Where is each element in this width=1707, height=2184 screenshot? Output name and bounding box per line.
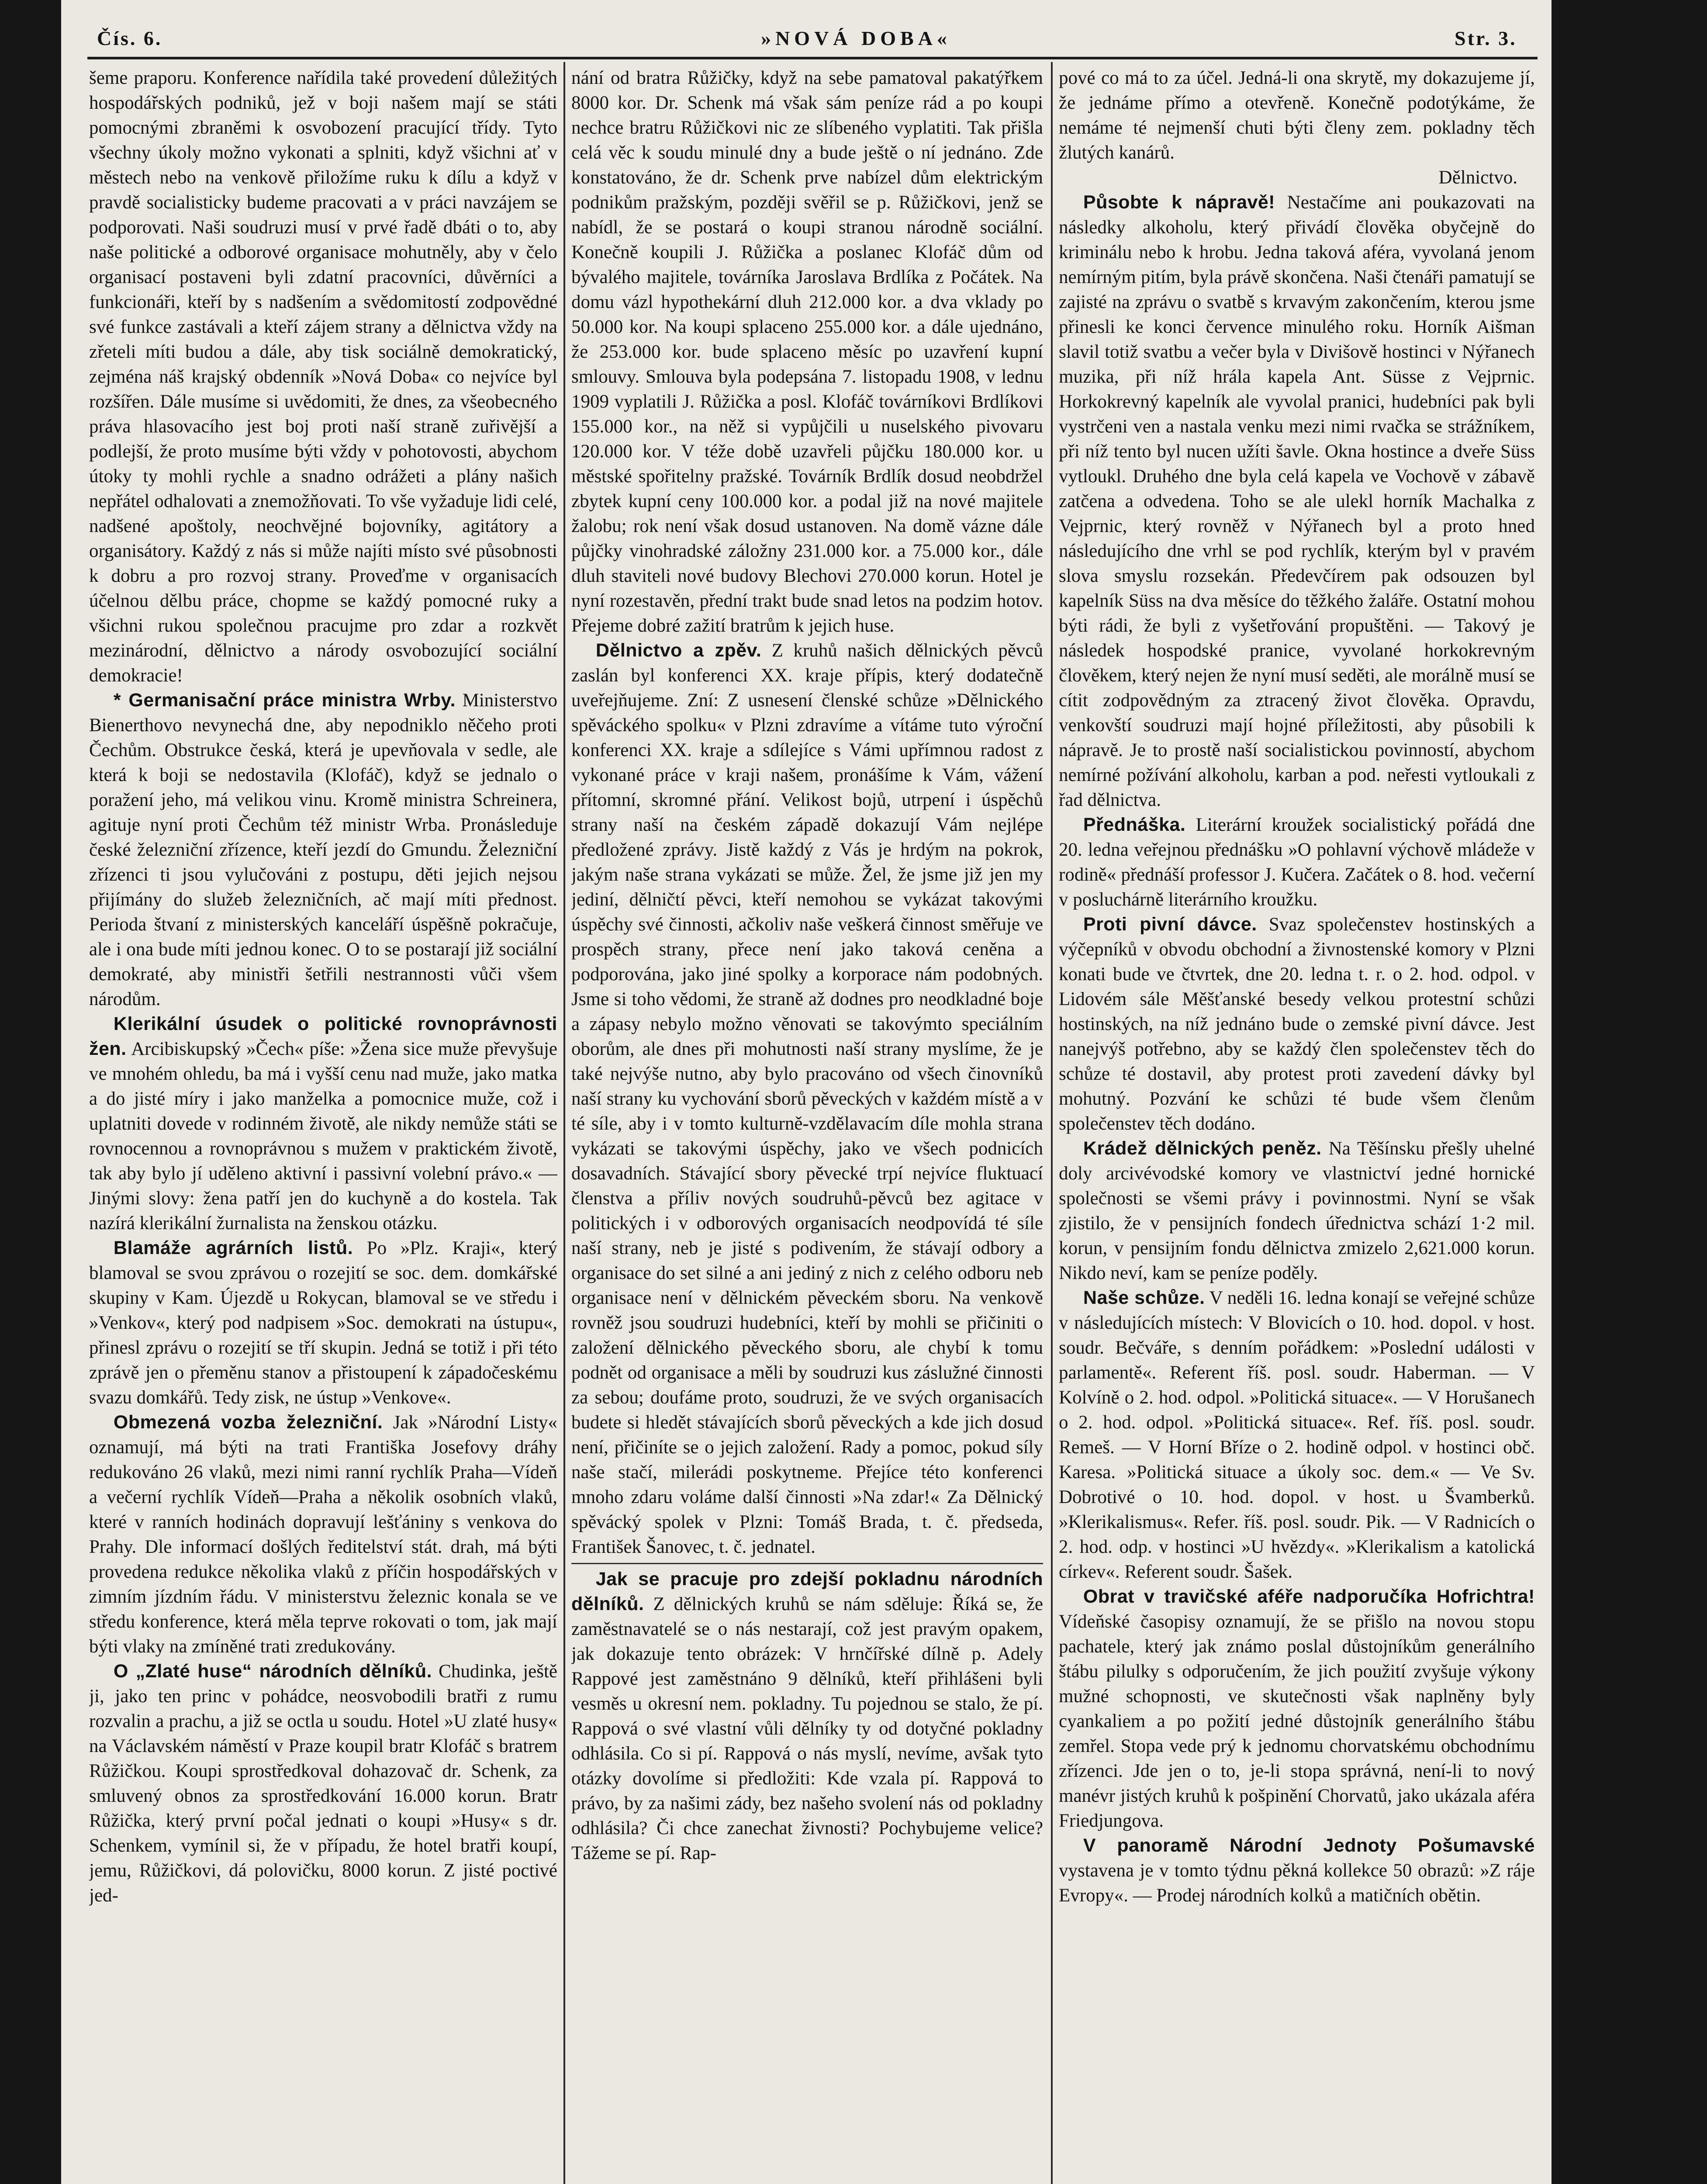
article-body: Na Těšínsku přešly uhelné doly arcivévodské komory ve vlastnictví jedné hornické společnosti se všemi právy i povinnostmi. Nyní se však zjistilo, že v pensijních fondech úřednictva schází 1·2 mil. korun, v pensijním fondu dělnictva zmizelo 2,621.000 korun. Nikdo neví, kam se peníze poděly. [1059,1138,1535,1283]
article-separator [571,1563,1043,1564]
article [1059,190,1535,812]
article [89,1410,557,1659]
article-body: Jak »Národní Listy« oznamují, má býti na trati Františka Josefovy dráhy redukováno 26 vlaků, mezi nimi ranní rychlík Praha—Vídeň a večerní rychlík Vídeň—Praha a několik osobních vlaků, které v ranních hodinách dopravují lešťániny s venkova do Prahy. Dle informací došlých ředitelství stát. drah, má býti provedena redukce několika vlaků z příčin hospodářských v zimním jízdním řádu. V ministerstvu železnic konala se ve středu konference, která měla teprve rokovati o tom, jak mají býti vlaky na zmíněné trati zredukovány. [89,1412,557,1657]
article-continuation [1059,66,1535,165]
article-body: Arcibiskupský »Čech« píše: »Žena sice muže převyšuje ve mnohém ohledu, ba má i vyšší cenu nad muže, jako matka a do jisté míry i jako manželka a pomocnice muže, což i uplatniti dovede v rodinném životě, ale nikdy nemůže státi se rovnocennou a rovnoprávnou s mužem v praktickém životě, tak aby bylo jí uděleno aktivní i passivní volební právo.« — Jinými slovy: žena patří jen do kuchyně a do kostela. Tak nazírá klerikální žurnalista na ženskou otázku. [89,1039,557,1234]
article-heading: Krádež dělnických peněz. [1083,1138,1322,1159]
article-body: Z kruhů našich dělnických pěvců zaslán byl konferenci XX. kraje přípis, který dodatečně uveřejňujeme. Zní: Z usnesení členské schůze »Dělnického spěváckého spolku« v Plzni zdravíme a vítáme tuto výroční konferenci XX. kraje a sdílejíce s Vámi upřímnou radost z vykonané práce v kraji našem, pronášíme k Vám, vážení přítomní, skromné přání. Velikost bojů, utrpení i úspěchů strany naší na českém západě dokazují Vám nejlépe předložené zprávy. Jistě každý z Vás je hrdým na pokrok, jakým naše strana vykázati se může. Žel, že jsme již jen my jediní, dělničtí pěvci, kteří nemohou se vykázat takovými úspěchy své činnosti, ačkoliv naše veškerá činnost směřuje ve prospěch strany, přece není jako taková ceněna a podporována, jako jiné spolky a korporace nám podobných. Jsme si toho vědomi, že straně až dodnes pro neodkladné boje a zápasy nebylo možno věnovati se takovýmto speciálním oborům, ale dnes při mohutnosti naší strany myslíme, že je také nejvýše nutno, aby bylo pracováno od všech činovníků naší strany ku vychování sborů pěveckých v každém místě a v té síle, aby i v tomto kulturně-vzdělavacím díle mohla strana vykázati se takovými úspěchy, jako ve všech podnicích dosavadních. Stávající sbory pěvecké trpí nejvíce fluktuací členstva a příliv nových soudruhů-pěvců bez agitace v politických i v odborových organisacích neodpovídá té síle naší strany, neb je jisté s podivením, že stávají odbory a organisace do set silné a ani jediný z nich z celého odboru neb organisace není v dělnickém pěveckém sboru. Na venkově rovněž jsou soudruzi hudebníci, kteří by mohli se přičiniti o založení dělnického pěveckého sboru, ale chybí k tomu podnět od organisace a měli by soudruzi kus záslužné činnosti za sebou; doufáme proto, soudruzi, že ve svých organisacích budete si hledět stávajících sborů pěveckých a kde jich dosud není, přičiníte se o jejich založení. Rady a pomoc, pokud síly naše stačí, milerádi poskytneme. Přejíce této konferenci mnoho zdaru voláme další činnosti »Na zdar!« Za Dělnický spěvácký spolek v Plzni: Tomáš Brada, t. č. předseda, František Šanovec, t. č. jednatel. [571,640,1043,1557]
header-rule [87,57,1538,59]
article-continuation [571,66,1043,638]
article-signature: Dělnictvo. [1438,167,1517,188]
article-body: pové co má to za účel. Jedná-li ona skrytě, my dokazujeme jí, že jednáme přímo a otevřeně. Konečně podotýkáme, že nemáme té nejmenší chuti býti členy zem. pokladny těch žlutých kanárů. [1059,68,1535,163]
article-heading: * Germanisační práce ministra Wrby. [113,690,456,711]
article-heading: O „Zlaté huse“ národních dělníků. [113,1661,432,1682]
article-heading: Blamáže agrárních listů. [113,1237,353,1258]
article [571,1567,1043,1866]
article-body: Nestačíme ani poukazovati na následky alkoholu, který přivádí člověka obyčejně do kriminálu nebo k hrobu. Jedna taková aféra, vyvolaná jenom nemírným pitím, byla právě skončena. Naši čtenáři pamatují se zajisté na zprávu o svatbě s krvavým zakončením, kterou jsme přinesli ke konci července minulého roku. Horník Aišman slavil totiž svatbu a večer byla v Divišově hostinci v Nýřanech muzika, při níž hrála kapela Ant. Süsse z Vejprnic. Horkokrevný kapelník ale vyvolal pranici, hudebníci pak byli vystrčeni ven a nastala venku mezi nimi rvačka se strážníkem, při níž tento byl nucen užíti šavle. Okna hostince a dveře Süss vytloukl. Druhého dne byla celá kapela ve Vochově v zábavě zatčena a odvedena. Toho se ale ulekl horník Machalka z Vejprnic, který rovněž v Nýřanech byl a proto hned následujícího dne vrhl se pod rychlík, kterým byl v pravém slova smyslu rozsekán. Předevčírem pak odsouzen byl kapelník Süss na dva měsíce do těžkého žaláře. Ostatní mohou býti rádi, že byli z vyšetřování propuštěni. — Takový je následek hospodské pranice, vyvolané horkokrevným člověkem, který nejen že nyní musí seděti, ale morálně musí se cítit zodpovědným za ztracený život člověka. Opravdu, venkovští soudruzi mají hojné příležitosti, aby působili k nápravě. Je to prostě naší socialistickou povinností, abychom nemírné požívání alkoholu, karban a pod. neřesti vytloukali z řad dělnictva. [1059,192,1535,810]
article [1059,1286,1535,1584]
article [571,638,1043,1559]
article-heading: Jak se pracuje pro zdejší pokladnu národních dělníků. [571,1569,1043,1614]
column-1 [89,66,557,2184]
article-body: V neděli 16. ledna konají se veřejné schůze v následujících místech: V Blovicích o 10. hod. dopol. v host. soudr. Bečváře, s denním pořádkem: »Poslední události v parlamentě«. Referent říš. posl. soudr. Haberman. — V Kolvíně o 2. hod. odpol. »Politická situace«. — V Horušanech o 2. hod. odpol. »Politická situace«. Ref. říš. posl. soudr. Remeš. — V Horní Bříze o 2. hodině odpol. v hostinci obč. Karesa. »Politická situace a úkoly soc. dem.« — Ve Sv. Dobrotivé o 10. hod. dopol. v host. u Švamberků. »Klerikalismus«. Refer. říš. posl. soudr. Pik. — V Radnicích o 2. hod. odp. v hostinci »U hvězdy«. »Klerikalism a katolická církev«. Referent soudr. Šašek. [1059,1288,1535,1582]
article [1059,1584,1535,1833]
article-body: vystavena je v tomto týdnu pěkná kollekce 50 obrazů: »Z ráje Evropy«. — Prodej národních kolků a matičních obětin. [1059,1860,1535,1906]
column-divider [1051,62,1053,2184]
article-body: šeme praporu. Konference nařídila také provedení důležitých hospodářských podniků, jež v boji našem mají se státi pomocnými zbraněmi k osvobození pracující třídy. Tyto všechny úkoly možno vykonati a splniti, když všichni ať v městech nebo na venkově přiložíme ruku k dílu a když v pravdě socialisticky budeme pracovati a v práci navzájem se podporovati. Naši soudruzi musí v prvé řadě dbáti o to, aby naše politické a odborové organisace mohutněly, aby v čelo organisací postaveni byli zdatní pracovníci, důvěrníci a funkcionáři, kteří by s nadšením a svědomitostí zodpovědné své funkce zastávali a kteří zájem strany a dělnictva vždy na zřeteli míti budou a dále, aby tisk sociálně demokratický, zejména náš krajský obdenník »Nová Doba« co nejvíce byl rozšířen. Dále musíme si uvědomiti, že dnes, za všeobecného práva hlasovacího jest boj proti naší straně zuřivější a podlejší, že proto musíme býti vždy v pohotovosti, abychom útoky ty mohli rychle a snadno odrážeti a plány našich nepřátel odhalovati a znemožňovati. To vše vyžaduje lidi celé, nadšené apoštoly, neochvějné bojovníky, agitátory a organisátory. Každý z nás si může najíti místo své působnosti k dobru a pro rozvoj strany. Proveďme v organisacích účelnou dělbu práce, chopme se každý pomocné ruky a všichni rukou společnou pracujme pro zdar a rozkvět mezinárodní, dělnictvo a národy osvobozující sociální demokracie! [89,68,557,686]
article-heading: Obmezená vozba železniční. [113,1412,383,1433]
article-heading: Obrat v travičské aféře nadporučíka Hofrichtra! [1083,1586,1535,1607]
article [89,1012,557,1236]
article [1059,812,1535,912]
article-body: Vídeňské časopisy oznamují, že se přišlo na novou stopu pachatele, který jak známo poslal důstojníkům generálního štábu pilulky s odporučením, že jich použití zvyšuje výkony mužné schopnosti, ve skutečnosti však naplněny byly cyankaliem a po požití jedné důstojník generálního štábu zemřel. Stopa vede prý k jednomu chorvatskému obchodnímu zřízenci. Jde jen o to, je-li stopa správná, není-li to nový manévr jistých kruhů k pošpinění Chorvatů, jako ukázala aféra Friedjungova. [1059,1611,1535,1831]
newspaper-page [61,0,1552,2184]
article-heading: Dělnictvo a zpěv. [595,640,762,661]
article-heading: Naše schůze. [1083,1287,1205,1308]
article-body: Svaz společenstev hostinských a výčepníků v obvodu obchodní a živnostenské komory v Plzni konati bude ve čtvrtek, dne 20. ledna t. r. o 2. hod. odpol. v Lidovém sále Měšťanské besedy velkou protestní schůzi hostinských, na níž jednáno bude o zemské pivní dávce. Jest nanejvýš potřebno, aby se každý člen společenstev těch do schůze té dostavil, aby protest proti zavedení dávky byl mohutný. Pozvání ke schůzi té bude všem členům společenstev těch dodáno. [1059,914,1535,1134]
article [1059,1833,1535,1908]
article [89,1659,557,1908]
article-body: Z dělnických kruhů se nám sděluje: Říká se, že zaměstnavatelé se o nás nestarají, což jest pravým opakem, jak dokazuje tento obrázek: V hrnčířské dílně p. Adely Rappové jest zaměstnáno 9 dělníků, kteří přihlášeni byli vesměs u okresní nem. pokladny. Tu pojednou se stalo, že pí. Rappová o své vlastní vůli dělníky ty od dotyčné pokladny odhlásila. Co si pí. Rappová o nás myslí, nevíme, avšak tyto otázky dovolíme si předložiti: Kde vzala pí. Rappová to právo, by za našimi zády, bez našeho svolení nás od pokladny odhlásila? Či chce zanechat živnosti? Pochybujeme velice? Tážeme se pí. Rap- [571,1594,1043,1863]
article-body: nání od bratra Růžičky, když na sebe pamatoval pakatýřkem 8000 kor. Dr. Schenk má však sám peníze rád a po koupi nechce bratru Růžičkovi nic ze slíbeného vyplatiti. Tak přišla celá věc k soudu minulé dny a bude ještě o ní jednáno. Zde konstatováno, že dr. Schenk prve nabízel dům elektrickým podnikům pražským, později svěřil se p. Růžičkovi, jenž se nabídl, že se postará o koupi stranou národně sociální. Konečně koupili J. Růžička a poslanec Klofáč dům od bývalého majitele, továrníka Jaroslava Brdlíka z Počátek. Na domu vázl hypothekární dluh 212.000 kor. a dva vklady po 50.000 kor. Na koupi splaceno 255.000 kor. a dále ujednáno, že 253.000 kor. bude splaceno měsíc po uzavření kupní smlouvy. Smlouva byla podepsána 7. listopadu 1908, v lednu 1909 vyplatili J. Růžička a posl. Klofáč továrníkovi Brdlíkovi 155.000 kor., na něž si vypůjčili u nuselského pivovaru 120.000 kor. V téže době uzavřeli půjčku 180.000 kor. u městské spořitelny pražské. Továrník Brdlík dosud neobdržel zbytek kupní ceny 100.000 kor. a podal již na nové majitele žalobu; rok není však dosud ustanoven. Na domě vázne dále půjčky vinohradské záložny 231.000 kor. a 75.000 kor., dále dluh staviteli nové budovy Blechovi 270.000 korun. Hotel je nyní rozestavěn, přední trakt bude snad letos na podzim hotov. Přejeme dobré zažití bratrům k jejich huse. [571,68,1043,636]
article-body: Literární kroužek socialistický pořádá dne 20. ledna veřejnou přednášku »O pohlavní výchově mládeže v rodině« přednáší professor J. Kučera. Začátek o 8. hod. večerní v posluchárně literárního kroužku. [1059,815,1535,910]
article-heading: Klerikální úsudek o politické rovnoprávnosti žen. [89,1013,557,1059]
article-heading: V panoramě Národní Jednoty Pošumavské [1083,1835,1535,1856]
article [1059,912,1535,1136]
article-body: Po »Plz. Kraji«, který blamoval se svou zprávou o rozejití se soc. dem. domkářské skupiny v Kam. Újezdě u Rokycan, blamoval se ve středu i »Venkov«, který pod nadpisem »Soc. demokrati na ústupu«, přinesl zprávu o rozejití se tří skupin. Jedná se totiž i při této zprávě jen o přeměnu stanov a přistoupení k západočeskému svazu domkářů. Tedy zisk, ne ústup »Venkove«. [89,1238,557,1408]
article [89,688,557,1012]
issue-number: Čís. 6. [97,27,162,49]
article [1059,1136,1535,1286]
article-heading: Přednáška. [1083,814,1186,835]
article-heading: Proti pivní dávce. [1083,914,1257,935]
article-body: Chudinka, ještě ji, jako ten princ v pohádce, neosvobodili bratři z rumu rozvalin a prachu, a již se octla u soudu. Hotel »U zlaté husy« na Václavském náměstí v Praze koupil bratr Klofáč s bratrem Růžičkou. Koupi sprostředkoval dohazovač dr. Schenk, za smluvený obnos za sprostředkování 16.000 korun. Bratr Růžička, který první počal jednati o koupi »Husy« s dr. Schenkem, vymínil si, že v případu, že hotel bratři koupí, jemu, Růžičkovi, dá polovičku, 8000 korun. Z jisté poctivé jed- [89,1661,557,1906]
article-continuation [89,66,557,688]
masthead-title: »NOVÁ DOBA« [761,27,951,49]
page-number: Str. 3. [1455,27,1517,49]
article-heading: Působte k nápravě! [1083,192,1275,213]
column-2 [571,66,1043,2184]
article-body: Ministerstvo Bienerthovo nevynechá dne, aby nepodniklo něčeho proti Čechům. Obstrukce česká, která je upevňovala v sedle, ale která k boji se nedostavila (Klofáč), když se jednalo o poražení jeho, má velikou vinu. Kromě ministra Schreinera, agituje nyní proti Čechům též ministr Wrba. Pronásleduje české železniční zřízence, kteří jezdí do Gmundu. Železniční zřízenci ti jsou vylučováni z postupu, děti jejich nejsou přijímány do služeb železničních, ač mají míti přednost. Perioda štvaní z ministerských kanceláří úspěšně pokračuje, ale i ona bude míti jednou konec. O to se postarají již sociální demokraté, aby ministři šetřili nestrannosti vůči všem národům. [89,690,557,1009]
column-divider [563,62,565,2184]
column-3 [1059,66,1535,2184]
article [89,1236,557,1410]
